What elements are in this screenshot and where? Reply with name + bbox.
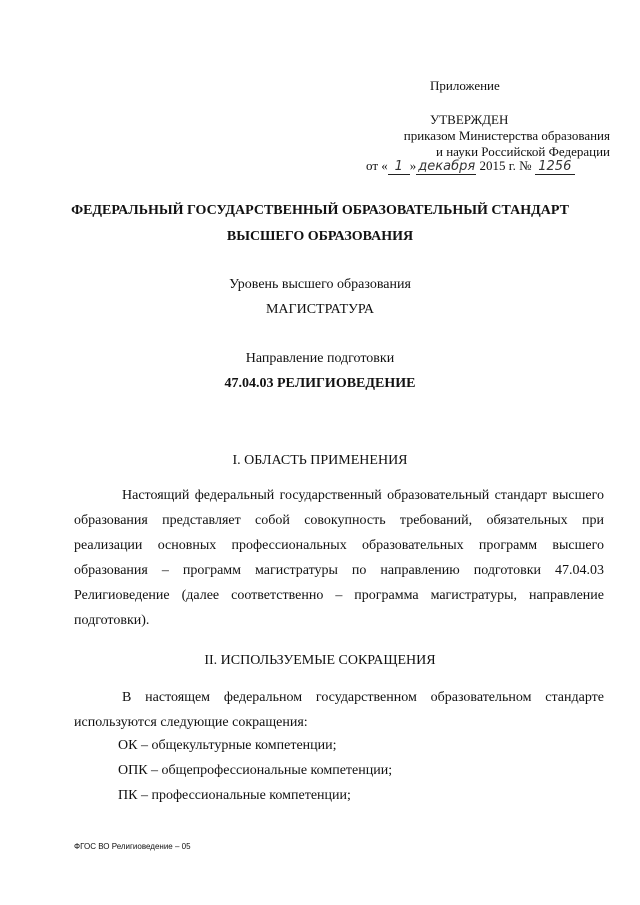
order-date-line [366, 158, 575, 175]
order-line-1: приказом Министерства образования [403, 128, 610, 143]
abbreviation-item: ПК – профессиональные компетенции; [118, 788, 351, 803]
abbreviation-item: ОПК – общепрофессиональные компетенции; [118, 763, 393, 778]
approval-block [360, 78, 610, 94]
date-year: 2015 г. № [479, 158, 532, 173]
section-2-intro: В настоящем федеральном государственном образовательном стандарте используются следующие сокращения: [74, 690, 604, 730]
approved-label: УТВЕРЖДЕН [430, 112, 509, 127]
order-number-handwritten: 1256 [535, 160, 575, 175]
order-line-2: и науки Российской Федерации [435, 144, 610, 159]
date-day-handwritten: 1 [388, 160, 410, 175]
abbreviation-item: ОК – общекультурные компетенции; [118, 738, 337, 753]
section-1-paragraph: Настоящий федеральный государственный образовательный стандарт высшего образования представляет собой совокупность требований, обязательных при реализации основных профессиональных образовательных программ высшего образования – программ магистратуры по направлению подготовки 47.04.03 Религиоведение (далее соответственно – программа магистратуры, направление подготовки). [74, 488, 604, 628]
date-mid: » [409, 158, 417, 173]
page-footer: ФГОС ВО Религиоведение – 05 [74, 842, 191, 851]
approval-stamp [360, 112, 610, 160]
section-1-heading: I. ОБЛАСТЬ ПРИМЕНЕНИЯ [232, 453, 408, 468]
date-prefix: от « [366, 158, 388, 173]
direction-label: Направление подготовки [245, 351, 395, 366]
direction-value: 47.04.03 РЕЛИГИОВЕДЕНИЕ [224, 376, 416, 391]
education-level-value: МАГИСТРАТУРА [265, 302, 375, 317]
document-title-line-2: ВЫСШЕГО ОБРАЗОВАНИЯ [226, 229, 414, 244]
education-level-label: Уровень высшего образования [229, 277, 411, 292]
section-2-heading: II. ИСПОЛЬЗУЕМЫЕ СОКРАЩЕНИЯ [204, 653, 436, 668]
date-month-handwritten: декабря [418, 159, 476, 174]
document-title-line-1: ФЕДЕРАЛЬНЫЙ ГОСУДАРСТВЕННЫЙ ОБРАЗОВАТЕЛЬНЫЙ СТАНДАРТ [71, 203, 569, 218]
appendix-label: Приложение [430, 78, 500, 93]
